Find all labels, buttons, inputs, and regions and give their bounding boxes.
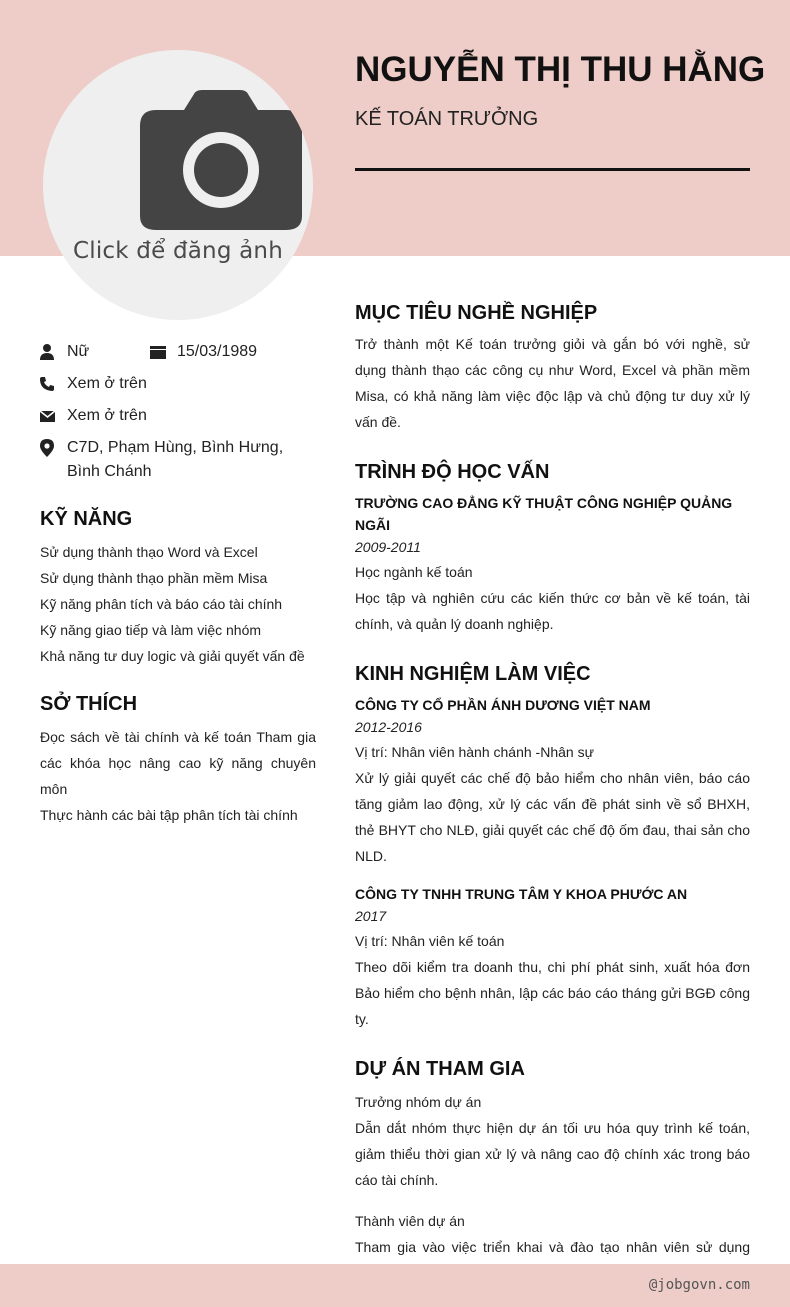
job-period: 2017 (355, 908, 387, 924)
photo-upload[interactable] (43, 50, 313, 320)
project-desc: Tham gia vào việc triển khai và đào tạo nhân viên sử dụng (355, 1239, 750, 1255)
job-title: KẾ TOÁN TRƯỞNG (355, 108, 539, 130)
job-desc: Xử lý giải quyết các chế độ bảo hiểm cho nhân viên, báo cáo tăng giảm lao động, xử lý các vấn đề phát sinh về sổ BHXH, thẻ BHYT cho NLĐ, giải quyết các chế độ ốm đau, thai sản cho NLD. (355, 770, 750, 864)
footer-credit: @jobgovn.com (648, 1277, 750, 1293)
calendar-icon (150, 340, 177, 364)
company-name: CÔNG TY CỔ PHẦN ÁNH DƯƠNG VIỆT NAM (355, 697, 651, 713)
experience-title: KINH NGHIỆM LÀM VIỆC (355, 663, 591, 685)
person-icon (40, 340, 67, 364)
hobby-item: Thực hành các bài tập phân tích tài chính (40, 807, 298, 823)
footer (0, 1264, 790, 1307)
candidate-name: NGUYỄN THỊ THU HẰNG (355, 50, 766, 89)
info-row-gender-birthdate (40, 340, 316, 364)
address-value: C7D, Phạm Hùng, Bình Hưng, Bình Chánh (67, 439, 284, 480)
education-major: Học ngành kế toán (355, 564, 473, 580)
projects-title: DỰ ÁN THAM GIA (355, 1058, 525, 1080)
hobby-item: Đọc sách về tài chính và kế toán Tham gia các khóa học nâng cao kỹ năng chuyên môn (40, 729, 316, 797)
objective-text: Trở thành một Kế toán trưởng giỏi và gắn bó với nghề, sử dụng thành thạo các công cụ như Word, Excel và phần mềm Misa, có khả năng làm việc độc lập và chủ động tư duy xử lý vấn đề. (355, 336, 750, 430)
education-title: TRÌNH ĐỘ HỌC VẤN (355, 461, 550, 483)
objective-title: MỤC TIÊU NGHỀ NGHIỆP (355, 302, 598, 324)
project-role: Thành viên dự án (355, 1213, 465, 1229)
hobbies-title: SỞ THÍCH (40, 693, 138, 715)
job-period: 2012-2016 (355, 719, 422, 735)
birthdate-value: 15/03/1989 (177, 343, 258, 360)
job-position: Vị trí: Nhân viên hành chánh -Nhân sự (355, 744, 594, 760)
skill-item: Sử dụng thành thạo Word và Excel (40, 544, 258, 560)
skills-list (40, 539, 316, 669)
education-period: 2009-2011 (355, 539, 421, 555)
left-column (40, 340, 316, 828)
job-desc: Theo dõi kiểm tra doanh thu, chi phí phát sinh, xuất hóa đơn Bảo hiểm cho bệnh nhân, lập các báo cáo tháng gửi BGĐ công ty. (355, 959, 750, 1027)
skill-item: Kỹ năng phân tích và báo cáo tài chính (40, 596, 283, 612)
photo-upload-label: Click để đăng ảnh (72, 238, 283, 264)
skill-item: Khả năng tư duy logic và giải quyết vấn đề (40, 648, 305, 664)
info-row-phone (40, 372, 316, 396)
phone-icon (40, 372, 67, 396)
school-name: TRƯỜNG CAO ĐẲNG KỸ THUẬT CÔNG NGHIỆP QUẢNG NGÃI (355, 495, 733, 533)
envelope-icon (40, 404, 67, 428)
skills-title: KỸ NĂNG (40, 508, 133, 530)
map-pin-icon (40, 436, 67, 460)
phone-value: Xem ở trên (67, 375, 147, 392)
info-row-email (40, 404, 316, 428)
skill-item: Kỹ năng giao tiếp và làm việc nhóm (40, 622, 262, 638)
project-desc: Dẫn dắt nhóm thực hiện dự án tối ưu hóa quy trình kế toán, giảm thiểu thời gian xử lý và nâng cao độ chính xác trong báo cáo tài chính. (355, 1120, 750, 1188)
job-position: Vị trí: Nhân viên kế toán (355, 933, 505, 949)
email-value: Xem ở trên (67, 407, 147, 424)
skill-item: Sử dụng thành thạo phần mềm Misa (40, 570, 268, 586)
project-role: Trưởng nhóm dự án (355, 1094, 482, 1110)
education-desc: Học tập và nghiên cứu các kiến thức cơ bản về kế toán, tài chính, và quản lý doanh nghiệp. (355, 590, 750, 632)
gender-value: Nữ (67, 343, 90, 360)
camera-icon (140, 90, 302, 232)
right-column (355, 298, 750, 1307)
info-row-address (40, 436, 316, 484)
company-name: CÔNG TY TNHH TRUNG TÂM Y KHOA PHƯỚC AN (355, 886, 688, 902)
divider (355, 168, 750, 171)
